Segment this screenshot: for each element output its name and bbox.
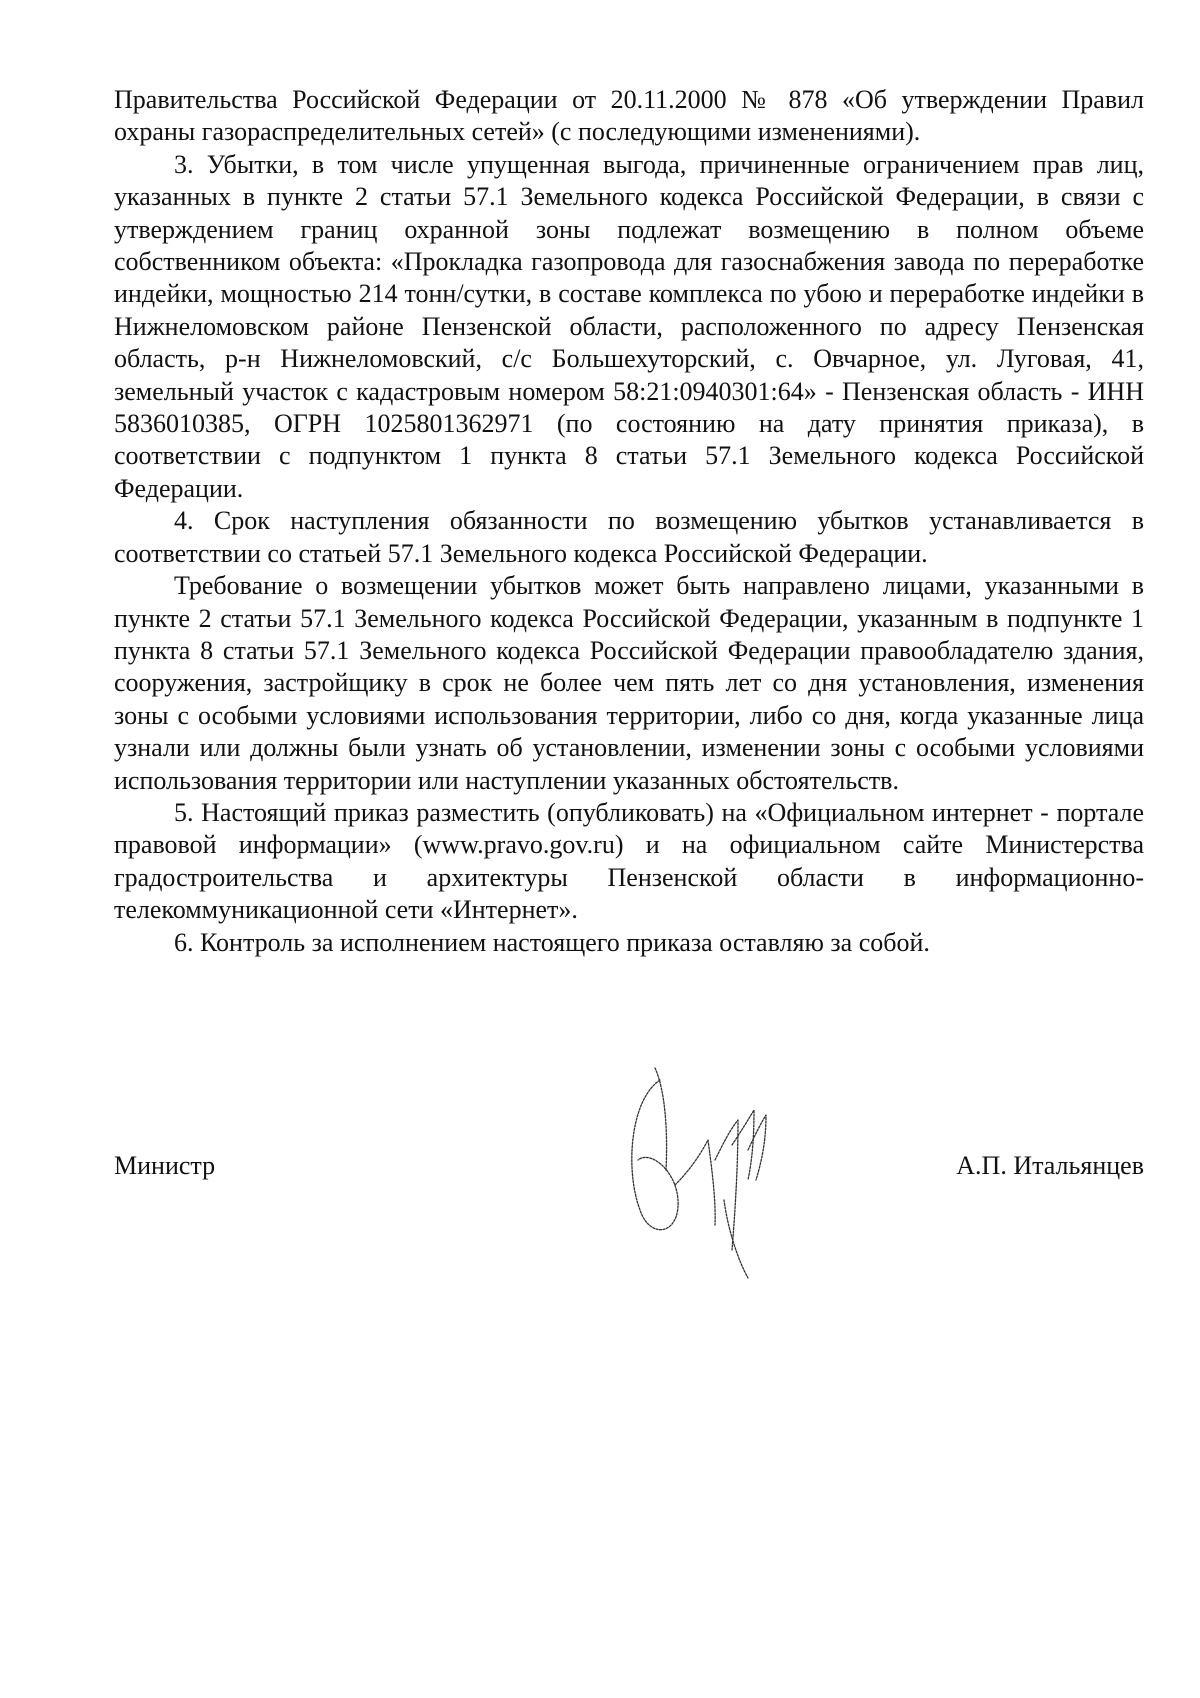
signature-stroke-descender <box>724 1200 748 1278</box>
paragraph-item-4: 4. Срок наступления обязанности по возмещению убытков устанавливается в соответствии со статьей 57.1 Земельного кодекса Российской Федерации. <box>114 506 1144 568</box>
signature-stroke-right-3 <box>748 1115 766 1180</box>
paragraph-item-3: 3. Убытки, в том числе упущенная выгода, причиненные ограничением прав лиц, указанных в пункте 2 статьи 57.1 Земельного кодекса Российской Федерации, в связи с утверждением границ охранной зоны подлежат возмещению в полном объеме собственником объекта: «Прокладка газопровода для газоснабжения завода по переработке индейки, мощностью 214 тонн/сутки, в составе комплекса по убою и переработке индейки в Нижнеломовском районе Пензенской области, расположенного по адресу Пензенская область, р-н Нижнеломовский, с/с Большехуторский, с. Овчарное, ул. Луговая, 41, земельный участок с кадастровым номером 58:21:0940301:64» - Пензенская область - ИНН 5836010385, ОГРН 1025801362971 (по состоянию на дату принятия приказа), в соответствии с подпунктом 1 пункта 8 статьи 57.1 Земельного кодекса Российской Федерации. <box>114 149 1144 503</box>
paragraph-item-5: 5. Настоящий приказ разместить (опубликовать) на «Официальном интернет - портале правовой информации» (www.pravo.gov.ru) и на официальном сайте Министерства градостроительства и архитектуры Пензенской области в информационно-телекоммуникационной сети «Интернет». <box>114 797 1144 925</box>
signer-position: Министр <box>114 1151 216 1180</box>
signature-stroke-loop <box>632 1080 678 1230</box>
paragraph-item-6: 6. Контроль за исполнением настоящего приказа оставляю за собой. <box>174 927 930 957</box>
signer-name: А.П. Итальянцев <box>956 1151 1144 1180</box>
handwritten-signature <box>620 1060 800 1280</box>
paragraph-item-4-claim: Требование о возмещении убытков может быть направлено лицами, указанными в пункте 2 статьи 57.1 Земельного кодекса Российской Федерации, указанным в подпункте 1 пункта 8 статьи 57.1 Земельного кодекса Российской Федерации правообладателю здания, сооружения, застройщику в срок не более чем пять лет со дня установления, изменения зоны с особыми условиями использования территории, либо со дня, когда указанные лица узнали или должны были узнать об установлении, изменении зоны с особыми условиями использования территории или наступлении указанных обстоятельств. <box>114 571 1144 795</box>
signature-stroke-middle <box>675 1140 715 1225</box>
signature-stroke-right-1 <box>715 1120 738 1250</box>
paragraph-intro: Правительства Российской Федерации от 20.11.2000 № 878 «Об утверждении Правил охраны газораспределительных сетей» (с последующими изменениями). <box>114 85 1144 147</box>
document-body <box>114 84 1144 959</box>
